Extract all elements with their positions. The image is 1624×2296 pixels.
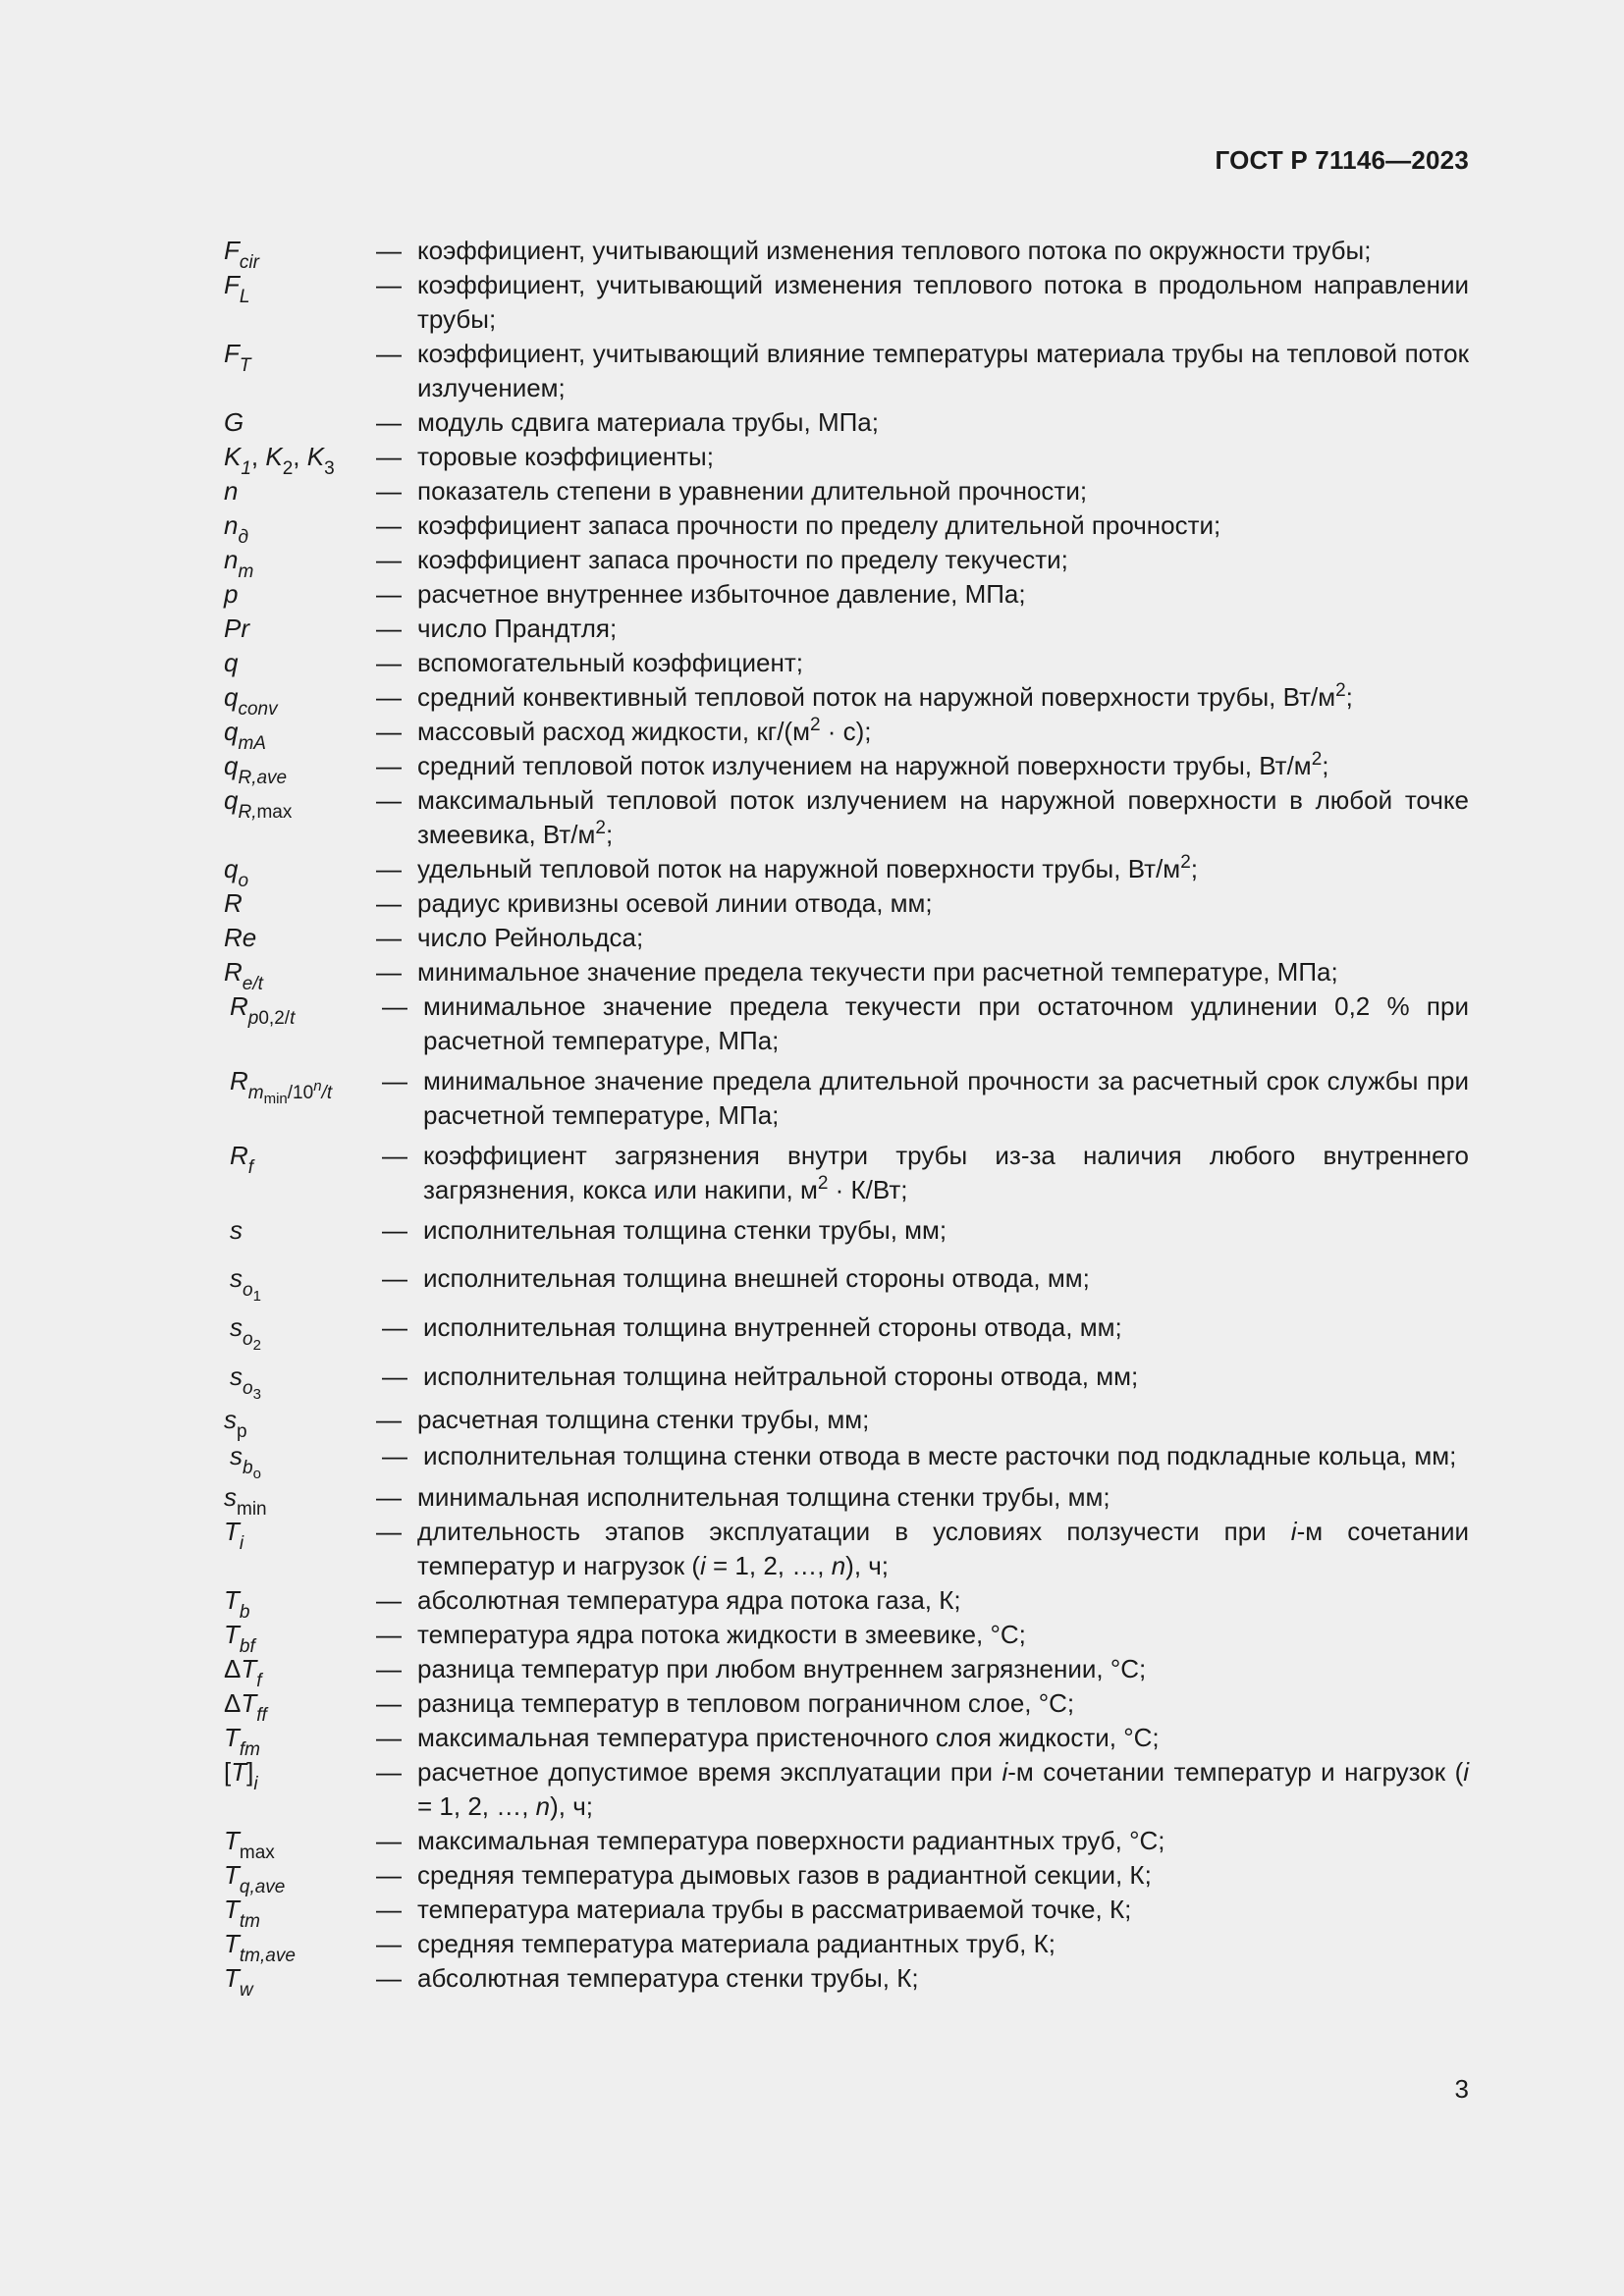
symbol-row <box>224 234 1469 273</box>
definition: максимальная температура поверхности радиантных труб, °С; <box>417 1826 1165 1855</box>
em-dash: — <box>376 717 402 746</box>
em-dash: — <box>376 407 402 437</box>
definition: исполнительная толщина внешней стороны отвода, мм; <box>423 1263 1090 1293</box>
symbol-row <box>224 1213 1469 1248</box>
symbol-row <box>224 1686 1469 1726</box>
symbol-row <box>224 577 1469 612</box>
symbol-row <box>224 1618 1469 1657</box>
em-dash: — <box>376 1826 402 1855</box>
symbol: $s_{o_3}$ <box>230 1362 261 1403</box>
symbol-row <box>224 955 1469 994</box>
symbol-row <box>224 1927 1469 1966</box>
em-dash: — <box>376 1654 402 1683</box>
symbol: $T_{fm}$ <box>224 1723 260 1760</box>
symbol-row <box>224 646 1469 680</box>
symbol: R <box>224 888 243 918</box>
symbol-row <box>224 543 1469 582</box>
symbol: $n_т$ <box>224 545 254 582</box>
symbol-row <box>224 1893 1469 1932</box>
symbol-row <box>224 1439 1469 1482</box>
symbol-row <box>224 1346 1469 1403</box>
symbol: $\Delta T_f$ <box>224 1654 262 1691</box>
definition: исполнительная толщина стенки отвода в месте расточки под подкладные кольца, мм; <box>423 1441 1457 1470</box>
symbol-row <box>224 1297 1469 1354</box>
definition: максимальная температура пристеночного слоя жидкости, °С; <box>417 1723 1160 1752</box>
symbol: $q_o$ <box>224 854 249 891</box>
em-dash: — <box>382 1312 407 1342</box>
definition: средняя температура материала радиантных труб, К; <box>417 1929 1056 1958</box>
definition: длительность этапов эксплуатации в условиях ползучести при i-м сочетании температур и нагрузок (i = 1, 2, …, n), ч; <box>417 1517 1469 1580</box>
symbol: $s_{b_o}$ <box>230 1441 261 1482</box>
definition: минимальное значение предела длительной прочности за расчетный срок службы при расчетной температуре, МПа; <box>423 1066 1469 1130</box>
symbol-row <box>224 405 1469 440</box>
definition: коэффициент, учитывающий влияние температуры материала трубы на тепловой поток излучением; <box>417 339 1469 402</box>
em-dash: — <box>376 1585 402 1615</box>
definition: исполнительная толщина стенки трубы, мм; <box>423 1215 947 1245</box>
symbol: $T_i$ <box>224 1517 244 1554</box>
definition: средний тепловой поток излучением на наружной поверхности трубы, $Вт/м^2$; <box>417 749 1329 780</box>
symbol: $T_{q,ave}$ <box>224 1860 286 1897</box>
symbol: $s_{o_2}$ <box>230 1312 261 1354</box>
definition: средний конвективный тепловой поток на наружной поверхности трубы, $Вт/м^2$; <box>417 680 1353 712</box>
symbol-row <box>224 1064 1469 1133</box>
definition: удельный тепловой поток на наружной поверхности трубы, $Вт/м^2$; <box>417 852 1198 883</box>
symbol: $n_д$ <box>224 510 248 548</box>
em-dash: — <box>376 1723 402 1752</box>
em-dash: — <box>376 579 402 609</box>
em-dash: — <box>376 236 402 265</box>
em-dash: — <box>376 854 402 883</box>
symbol-row <box>224 749 1469 788</box>
definition: радиус кривизны осевой линии отвода, мм; <box>417 888 933 918</box>
em-dash: — <box>376 1482 402 1512</box>
em-dash: — <box>376 1688 402 1718</box>
definition: абсолютная температура ядра потока газа, К; <box>417 1585 961 1615</box>
symbol: $[T]_i$ <box>224 1757 258 1794</box>
symbol-row <box>224 1858 1469 1897</box>
definition: исполнительная толщина нейтральной стороны отвода, мм; <box>423 1362 1139 1391</box>
definition: максимальный тепловой поток излучением на наружной поверхности в любой точке змеевика, $Вт/м^2$; <box>417 785 1469 849</box>
symbol: n <box>224 476 239 506</box>
em-dash: — <box>376 751 402 780</box>
definition: абсолютная температура стенки трубы, К; <box>417 1963 919 1993</box>
document-number: ГОСТ Р 71146—2023 <box>1215 145 1469 175</box>
symbol: $T_{tm,ave}$ <box>224 1929 296 1966</box>
definition: число Рейнольдса; <box>417 923 644 952</box>
em-dash: — <box>376 1405 402 1434</box>
em-dash: — <box>376 1757 402 1787</box>
em-dash: — <box>376 476 402 506</box>
definition: исполнительная толщина внутренней стороны отвода, мм; <box>423 1312 1122 1342</box>
definition: минимальное значение предела текучести при расчетной температуре, МПа; <box>417 957 1338 987</box>
definition: модуль сдвига материала трубы, МПа; <box>417 407 879 437</box>
symbol: s <box>230 1215 243 1245</box>
em-dash: — <box>376 648 402 677</box>
em-dash: — <box>376 957 402 987</box>
symbol: $R_f$ <box>230 1141 254 1178</box>
symbol: $T_b$ <box>224 1585 250 1623</box>
definition: коэффициент, учитывающий изменения теплового потока в продольном направлении трубы; <box>417 270 1469 334</box>
definition: коэффициент запаса прочности по пределу длительной прочности; <box>417 510 1221 540</box>
symbol-row <box>224 715 1469 754</box>
definition: минимальная исполнительная толщина стенки трубы, мм; <box>417 1482 1110 1512</box>
symbol: $F_T$ <box>224 339 251 376</box>
definition: коэффициент запаса прочности по пределу текучести; <box>417 545 1068 574</box>
definition: температура материала трубы в рассматриваемой точке, К; <box>417 1895 1132 1924</box>
symbol-row <box>224 337 1469 405</box>
symbol-row <box>224 680 1469 720</box>
symbol: $q_{R,max}$ <box>224 785 293 823</box>
em-dash: — <box>376 1929 402 1958</box>
symbol: G <box>224 407 244 437</box>
definition: расчетная толщина стенки трубы, мм; <box>417 1405 870 1434</box>
symbol: $F_L$ <box>224 270 250 307</box>
symbol-row <box>224 1403 1469 1442</box>
em-dash: — <box>376 923 402 952</box>
em-dash: — <box>376 545 402 574</box>
definition: массовый расход жидкости, $кг/(м^2 \cdot с)$; <box>417 715 872 746</box>
page-number: 3 <box>1454 2074 1469 2104</box>
em-dash: — <box>382 1362 407 1391</box>
symbol-row <box>224 989 1469 1058</box>
em-dash: — <box>376 888 402 918</box>
em-dash: — <box>376 785 402 815</box>
em-dash: — <box>376 510 402 540</box>
symbol-row <box>224 1480 1469 1520</box>
symbol: $T_w$ <box>224 1963 253 2001</box>
em-dash: — <box>376 682 402 712</box>
symbol: $K_1$, $K_2$, $K_3$ <box>224 442 335 479</box>
em-dash: — <box>382 1066 407 1095</box>
symbol-row <box>224 886 1469 921</box>
symbol-row <box>224 1583 1469 1623</box>
symbol: Pr <box>224 614 249 643</box>
em-dash: — <box>376 1620 402 1649</box>
symbol: $q_{conv}$ <box>224 682 278 720</box>
symbol-row <box>224 1515 1469 1583</box>
definition: число Прандтля; <box>417 614 618 643</box>
em-dash: — <box>382 1441 407 1470</box>
symbol: $s_р$ <box>224 1405 247 1442</box>
definition: разница температур в тепловом пограничном слое, °С; <box>417 1688 1075 1718</box>
symbol-row <box>224 852 1469 891</box>
symbol-row <box>224 440 1469 479</box>
symbol-row <box>224 1248 1469 1305</box>
symbol: $R_{e/t}$ <box>224 957 263 994</box>
symbol: $F_{cir}$ <box>224 236 259 273</box>
symbol: $R_{p0,2/t}$ <box>230 991 296 1029</box>
em-dash: — <box>376 270 402 299</box>
symbol: q <box>224 648 239 677</box>
symbol: Re <box>224 923 257 952</box>
definition: торовые коэффициенты; <box>417 442 714 471</box>
symbol-row <box>224 783 1469 852</box>
definition: коэффициент загрязнения внутри трубы из-за наличия любого внутреннего загрязнения, кокса или накипи, $м^2 \cdot К/Вт$; <box>423 1141 1469 1204</box>
definition: расчетное допустимое время эксплуатации при i-м сочетании температур и нагрузок (i = 1, 2, …, n), ч; <box>417 1757 1470 1821</box>
em-dash: — <box>382 1141 407 1170</box>
symbol-row <box>224 612 1469 646</box>
definition: температура ядра потока жидкости в змеевике, °С; <box>417 1620 1026 1649</box>
symbol-row <box>224 268 1469 337</box>
em-dash: — <box>376 1963 402 1993</box>
definition: минимальное значение предела текучести при остаточном удлинении 0,2 % при расчетной температуре, МПа; <box>423 991 1469 1055</box>
symbol: $T_{max}$ <box>224 1826 275 1863</box>
symbol-row <box>224 1721 1469 1760</box>
symbol-row <box>224 508 1469 548</box>
symbol-row <box>224 1961 1469 2001</box>
symbol-row <box>224 474 1469 508</box>
em-dash: — <box>376 1860 402 1890</box>
symbol: $q_{R,ave}$ <box>224 751 288 788</box>
em-dash: — <box>376 442 402 471</box>
em-dash: — <box>382 1263 407 1293</box>
symbol: $\Delta T_{ff}$ <box>224 1688 267 1726</box>
symbol-row <box>224 1139 1469 1207</box>
symbol-row <box>224 921 1469 955</box>
symbol-row <box>224 1755 1469 1824</box>
symbol: p <box>224 579 239 609</box>
symbol: $T_{tm}$ <box>224 1895 260 1932</box>
symbol-row <box>224 1652 1469 1691</box>
symbol: $s_{o_1}$ <box>230 1263 261 1305</box>
em-dash: — <box>382 1215 407 1245</box>
definition: показатель степени в уравнении длительной прочности; <box>417 476 1088 506</box>
em-dash: — <box>376 614 402 643</box>
symbol: $T_{bf}$ <box>224 1620 255 1657</box>
symbol: $q_{mA}$ <box>224 717 266 754</box>
definition: разница температур при любом внутреннем загрязнении, °С; <box>417 1654 1147 1683</box>
em-dash: — <box>376 1517 402 1546</box>
em-dash: — <box>376 1895 402 1924</box>
symbol-row <box>224 1824 1469 1863</box>
definition: расчетное внутреннее избыточное давление, МПа; <box>417 579 1026 609</box>
symbol: $R_{m_{min}/10^n/t}$ <box>230 1066 333 1107</box>
em-dash: — <box>382 991 407 1021</box>
definition: средняя температура дымовых газов в радиантной секции, К; <box>417 1860 1152 1890</box>
symbol-list <box>224 234 1470 2001</box>
symbol: $s_{min}$ <box>224 1482 267 1520</box>
definition: вспомогательный коэффициент; <box>417 648 803 677</box>
definition: коэффициент, учитывающий изменения теплового потока по окружности трубы; <box>417 236 1372 265</box>
em-dash: — <box>376 339 402 368</box>
